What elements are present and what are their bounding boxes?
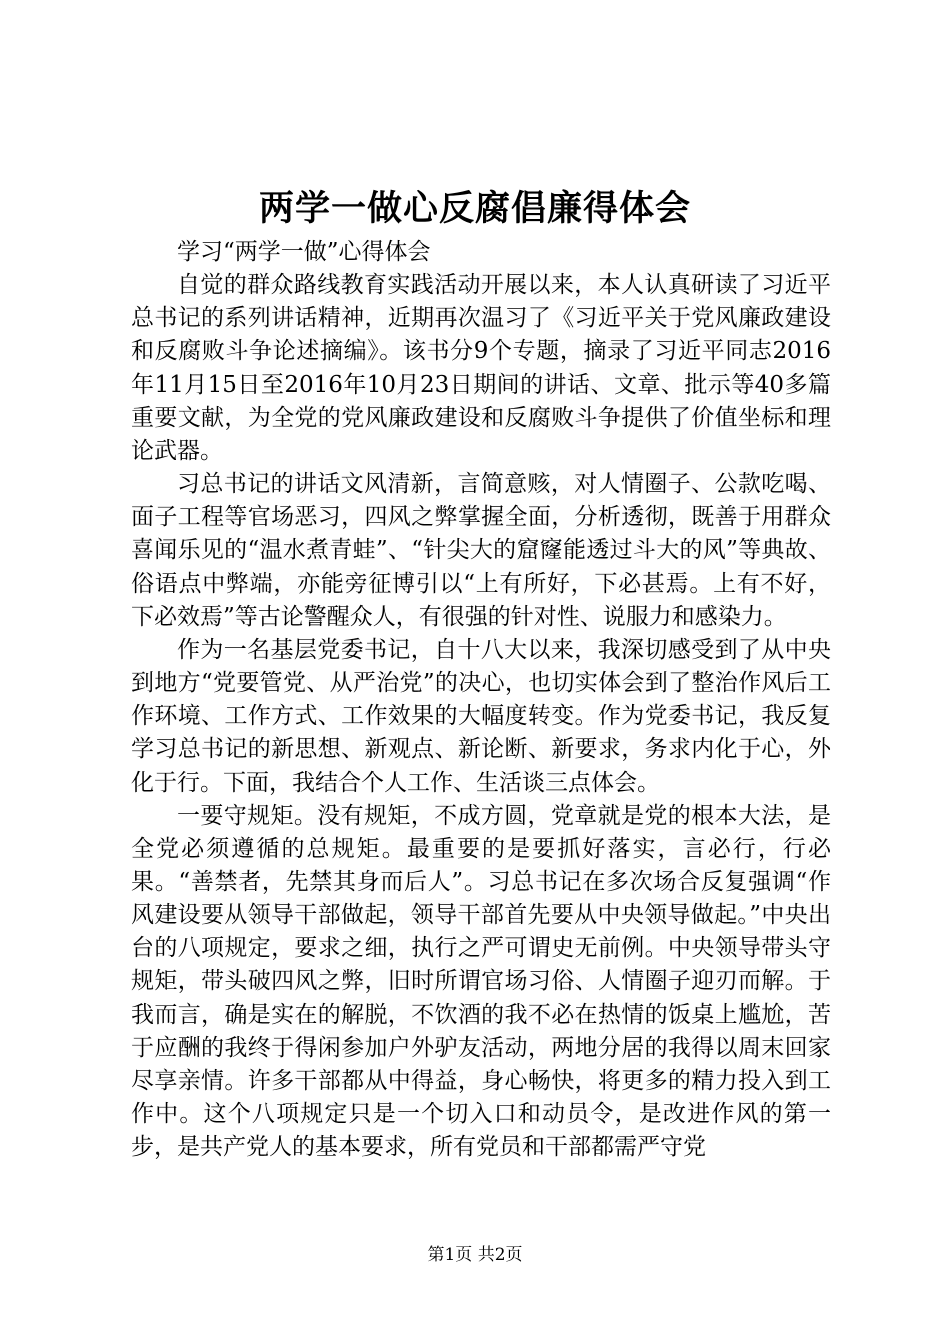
page-number-footer: 第1页 共2页: [427, 1245, 523, 1265]
document-title: 两学一做心反腐倡廉得体会: [258, 188, 691, 229]
paragraph-4: 一要守规矩。没有规矩，不成方圆，党章就是党的根本大法，是全党必须遵循的总规矩。最重要的是要抓好落实，言必行，行必果。“善禁者，先禁其身而后人”。习总书记在多次场合反复强调“作风建设要从领导干部做起，领导干部首先要从中央领导做起。”中央出台的八项规定，要求之细，执行之严可谓史无前例。中央领导带头守规矩，带头破四风之弊，旧时所谓官场习俗、人情圈子迎刃而解。于我而言，确是实在的解脱，不饮酒的我不必在热情的饭桌上尴尬，苦于应酬的我终于得闲参加户外驴友活动，两地分居的我得以周末回家尽享亲情。许多干部都从中得益，身心畅快，将更多的精力投入到工作中。这个八项规定只是一个切入口和动员令，是改进作风的第一步，是共产党人的基本要求，所有党员和干部都需严守党: [131, 802, 831, 1161]
document-body: [131, 236, 831, 1164]
document-subtitle: 学习“两学一做”心得体会: [177, 239, 431, 265]
paragraph-3: 作为一名基层党委书记，自十八大以来，我深切感受到了从中央到地方“党要管党、从严治党”的决心，也切实体会到了整治作风后工作环境、工作方式、工作效果的大幅度转变。作为党委书记，我反复学习总书记的新思想、新观点、新论断、新要求，务求内化于心，外化于行。下面，我结合个人工作、生活谈三点体会。: [131, 636, 831, 796]
paragraph-2: 习总书记的讲话文风清新，言简意赅，对人情圈子、公款吃喝、面子工程等官场恶习，四风之弊掌握全面，分析透彻，既善于用群众喜闻乐见的“温水煮青蛙”、“针尖大的窟窿能透过斗大的风”等典故、俗语点中弊端，亦能旁征博引以“上有所好，下必甚焉。上有不好，下必效焉”等古论警醒众人，有很强的针对性、说服力和感染力。: [131, 471, 831, 630]
paragraph-1: 自觉的群众路线教育实践活动开展以来，本人认真研读了习近平总书记的系列讲话精神，近期再次温习了《习近平关于党风廉政建设和反腐败斗争论述摘编》。该书分9个专题，摘录了习近平同志2016年11月15日至2016年10月23日期间的讲话、文章、批示等40多篇重要文献，为全党的党风廉政建设和反腐败斗争提供了价值坐标和理论武器。: [131, 272, 831, 464]
